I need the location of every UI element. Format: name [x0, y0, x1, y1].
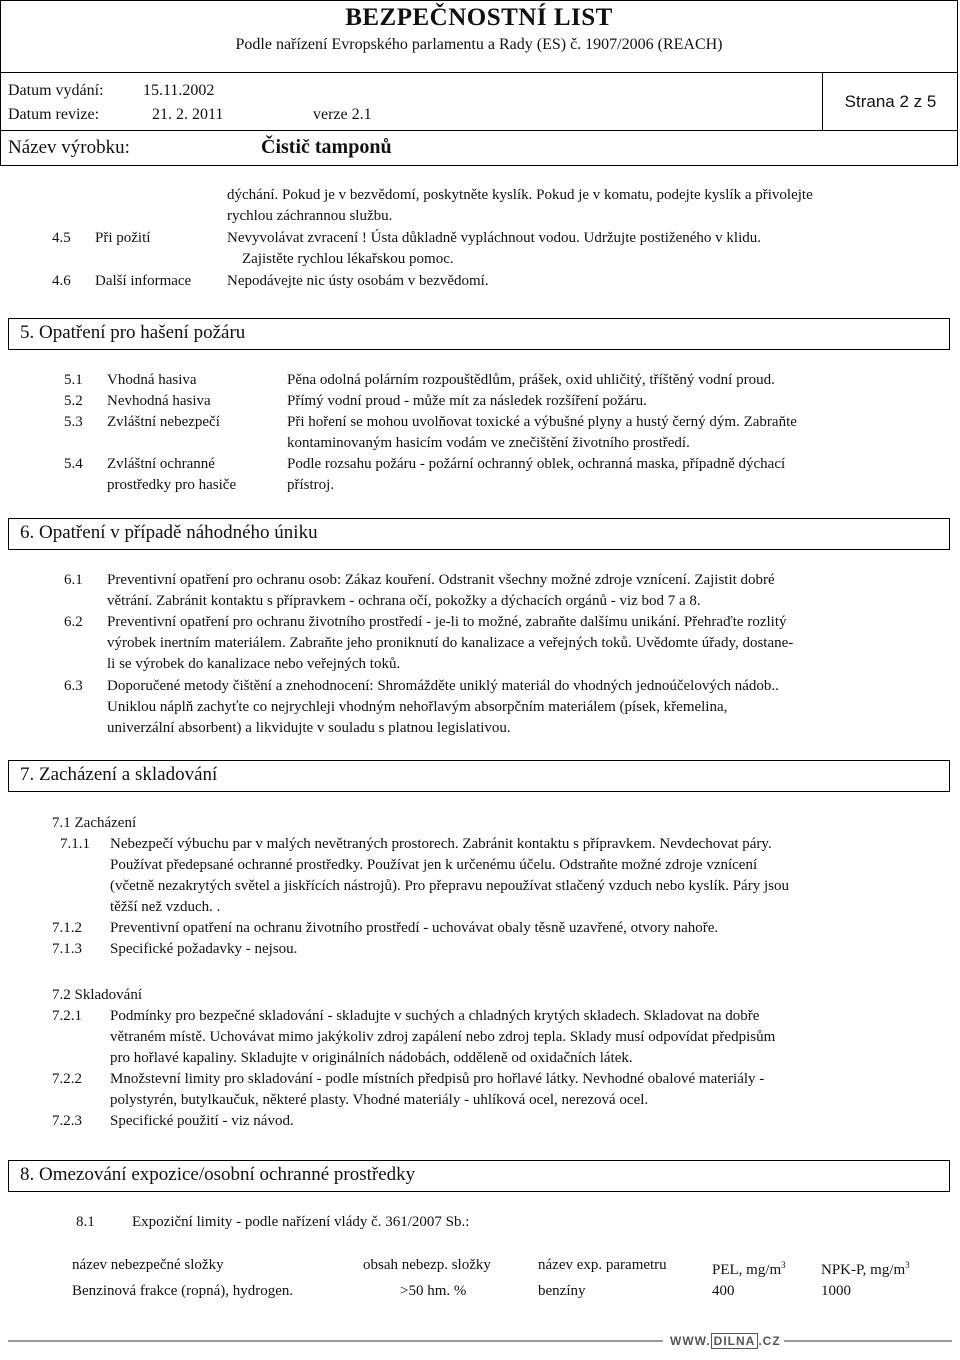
item-6-1-text-1: Preventivní opatření pro ochranu osob: Zákaz kouření. Odstranit všechny možné zdroje vznícení. Zajistit dobré [107, 572, 775, 588]
item-7-2-2-text-2: polystyrén, butylkaučuk, některé plasty. Vhodné materiály - uhlíková ocel, nerezová ocel. [110, 1092, 649, 1108]
section-5-title: 5. Opatření pro hašení požáru [20, 322, 246, 343]
revision-date: 21. 2. 2011 [152, 106, 224, 123]
item-7-2-3-text: Specifické použití - viz návod. [110, 1113, 294, 1129]
document-title: BEZPEČNOSTNÍ LIST [345, 4, 613, 31]
sec4-cont-line-2: rychlou záchrannou službu. [227, 208, 393, 224]
header-divider-1 [0, 72, 958, 73]
item-4-5-text-1: Nevyvolávat zvracení ! Ústa důkladně vypláchnout vodou. Udržujte postiženého v klidu. [227, 230, 762, 246]
item-6-1-number: 6.1 [64, 572, 83, 588]
section-8-title: 8. Omezování expozice/osobní ochranné prostředky [20, 1164, 416, 1185]
table-header-content: obsah nebezp. složky [363, 1257, 491, 1273]
item-7-1-1-text-4: těžší než vzduch. . [110, 899, 221, 915]
item-8-1-text: Expoziční limity - podle nařízení vlády č. 361/2007 Sb.: [132, 1214, 470, 1230]
item-7-2-2-number: 7.2.2 [52, 1071, 82, 1087]
footer-rule-left [8, 1340, 663, 1342]
section-6-title: 6. Opatření v případě náhodného úniku [20, 522, 318, 543]
footer-logo-prefix: WWW. [670, 1334, 711, 1348]
item-4-5-number: 4.5 [52, 230, 71, 246]
table-header-parameter: název exp. parametru [538, 1257, 667, 1273]
item-5-2-number: 5.2 [64, 393, 83, 409]
item-7-2-1-number: 7.2.1 [52, 1008, 82, 1024]
item-5-1-label: Vhodná hasiva [107, 372, 197, 388]
table-header-pel-label: PEL, mg/m [712, 1262, 782, 1278]
subsection-7-2-heading: 7.2 Skladování [52, 987, 142, 1003]
table-cell-parameter: benzíny [538, 1283, 586, 1299]
item-6-3-number: 6.3 [64, 678, 83, 694]
table-cell-npk: 1000 [821, 1283, 851, 1299]
item-5-1-text: Pěna odolná polárním rozpouštědlům, prášek, oxid uhličitý, tříštěný vodní proud. [287, 372, 775, 388]
table-header-npk-sup: 3 [905, 1260, 910, 1270]
page-number: Strana 2 z 5 [844, 92, 937, 111]
product-name: Čistič tamponů [261, 136, 392, 158]
footer-rule-right [784, 1340, 952, 1342]
item-7-2-1-text-1: Podmínky pro bezpečné skladování - skladujte v suchých a chladných krytých skladech. Skladovat na dobře [110, 1008, 760, 1024]
item-7-2-1-text-3: pro hořlavé kapaliny. Skladujte v originálních nádobách, odděleně od oxidačních látek. [110, 1050, 633, 1066]
revision-date-label: Datum revize: [8, 106, 100, 123]
item-6-1-text-2: větrání. Zabránit kontaktu s přípravkem - ochrana očí, pokožky a dýchacích orgánů - viz bod 7 a 8. [107, 593, 701, 609]
item-6-2-text-3: li se výrobek do kanalizace nebo veřejných toků. [107, 656, 401, 672]
item-4-5-text-2: Zajistěte rychlou lékařskou pomoc. [242, 251, 454, 267]
item-6-3-text-3: univerzální absorbent) a likvidujte v souladu s platnou legislativou. [107, 720, 511, 736]
item-6-3-text-1: Doporučené metody čištění a znehodnocení: Shromážděte uniklý materiál do vhodných jednoúčelových nádob.. [107, 678, 779, 694]
sec4-cont-line-1: dýchání. Pokud je v bezvědomí, poskytněte kyslík. Pokud je v komatu, podejte kyslík a přivolejte [227, 187, 813, 203]
section-7-title: 7. Zacházení a skladování [20, 764, 218, 785]
footer-logo-box: DILNA [711, 1333, 759, 1349]
item-6-2-text-2: výrobek inertním materiálem. Zabraňte jeho proniknutí do kanalizace a veřejných toků. Uvědomte úřady, dostane- [107, 635, 794, 651]
item-5-4-text-1: Podle rozsahu požáru - požární ochranný oblek, ochranná maska, případně dýchací [287, 456, 786, 472]
item-7-1-1-number: 7.1.1 [60, 836, 90, 852]
item-7-1-3-text: Specifické požadavky - nejsou. [110, 941, 298, 957]
item-5-2-label: Nevhodná hasiva [107, 393, 211, 409]
item-4-6-text: Nepodávejte nic ústy osobám v bezvědomí. [227, 273, 489, 289]
item-5-4-text-2: přístroj. [287, 477, 335, 493]
item-7-1-2-number: 7.1.2 [52, 920, 82, 936]
version: verze 2.1 [313, 106, 372, 123]
item-5-3-text-1: Při hoření se mohou uvolňovat toxické a výbušné plyny a hustý černý dým. Zabraňte [287, 414, 797, 430]
item-7-1-1-text-3: (včetně nezakrytých světel a jiskřících nástrojů). Pro přepravu nepoužívat stlačený vzduch nebo kyslík. Páry jsou [110, 878, 789, 894]
item-6-2-number: 6.2 [64, 614, 83, 630]
item-7-2-3-number: 7.2.3 [52, 1113, 82, 1129]
item-7-1-1-text-1: Nebezpečí výbuchu par v malých nevětraných prostorech. Zabránit kontaktu s přípravkem. Nevdechovat páry. [110, 836, 772, 852]
item-5-3-label: Zvláštní nebezpečí [107, 414, 220, 430]
item-5-2-text: Přímý vodní proud - může mít za následek rozšíření požáru. [287, 393, 647, 409]
item-5-3-number: 5.3 [64, 414, 83, 430]
item-7-1-3-number: 7.1.3 [52, 941, 82, 957]
item-5-4-label-2: prostředky pro hasiče [107, 477, 237, 493]
item-4-5-label: Při požití [95, 230, 151, 246]
table-cell-content: >50 hm. % [400, 1283, 467, 1299]
table-header-component: název nebezpečné složky [72, 1257, 224, 1273]
item-5-4-number: 5.4 [64, 456, 83, 472]
item-7-2-2-text-1: Množstevní limity pro skladování - podle místních předpisů pro hořlavé látky. Nevhodné obalové materiály - [110, 1071, 765, 1087]
product-label: Název výrobku: [8, 137, 130, 158]
item-7-1-1-text-2: Používat předepsané ochranné prostředky. Používat jen k určenému účelu. Odstraňte možné zdroje vznícení [110, 857, 758, 873]
document-subtitle: Podle nařízení Evropského parlamentu a Rady (ES) č. 1907/2006 (REACH) [235, 36, 723, 53]
item-4-6-label: Další informace [95, 273, 192, 289]
table-header-npk [821, 1255, 910, 1281]
item-5-1-number: 5.1 [64, 372, 83, 388]
footer-logo-suffix: .CZ [758, 1334, 781, 1348]
item-4-6-number: 4.6 [52, 273, 71, 289]
item-5-3-text-2: kontaminovaným hasicím vodám ve znečištění životního prostředí. [287, 435, 690, 451]
footer-logo [670, 1334, 781, 1348]
item-7-2-1-text-2: větraném místě. Uchovávat mimo jakýkoliv zdroj zapálení nebo zdroj tepla. Sklady musí odpovídat předpisům [110, 1029, 776, 1045]
table-cell-pel: 400 [712, 1283, 735, 1299]
item-6-2-text-1: Preventivní opatření pro ochranu životního prostředí - je-li to možné, zabraňte dalšímu unikání. Přehraďte rozlitý [107, 614, 787, 630]
item-7-1-2-text: Preventivní opatření na ochranu životního prostředí - uchovávat obaly těsně uzavřené, otvory nahoře. [110, 920, 719, 936]
table-header-pel [712, 1255, 786, 1281]
header-divider-2 [0, 130, 958, 131]
subsection-7-1-heading: 7.1 Zacházení [52, 815, 137, 831]
issue-date: 15.11.2002 [143, 82, 215, 99]
issue-date-label: Datum vydání: [8, 82, 104, 99]
item-8-1-number: 8.1 [76, 1214, 95, 1230]
table-cell-component: Benzinová frakce (ropná), hydrogen. [72, 1283, 294, 1299]
item-5-4-label-1: Zvláštní ochranné [107, 456, 215, 472]
table-header-pel-sup: 3 [781, 1260, 786, 1270]
item-6-3-text-2: Uniklou náplň zachyťte co nejrychleji vhodným nehořlavým absorpčním materiálem (písek, křemelina, [107, 699, 728, 715]
table-header-npk-label: NPK-P, mg/m [821, 1262, 906, 1278]
